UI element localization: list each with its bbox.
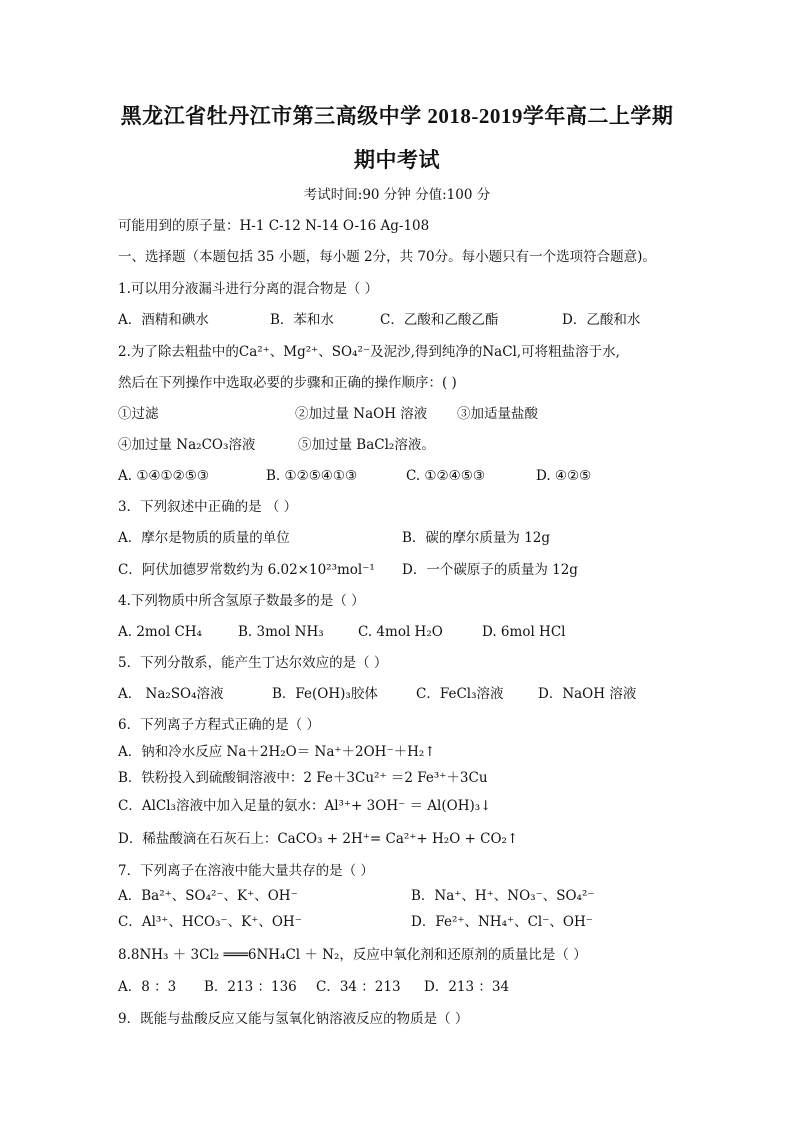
operation-5: ⑤加过量 BaCl₂溶液。 (298, 437, 435, 453)
question-9-stem: 9．既能与盐酸反应又能与氢氧化钠溶液反应的物质是（ ） (118, 1011, 469, 1027)
question-8-options (118, 978, 509, 996)
option-d: D．NaOH 溶液 (538, 686, 637, 702)
option-c: C．乙酸和乙酸乙酯 (380, 312, 499, 328)
question-6-option-c: C．AlCl₃溶液中加入足量的氨水：Al³⁺+ 3OH⁻ ＝ Al(OH)₃↓ (118, 798, 492, 814)
operation-2: ②加过量 NaOH 溶液 (295, 406, 428, 422)
option-b: B．碳的摩尔质量为 12g (402, 530, 551, 546)
question-2-stem-1: 2.为了除去粗盐中的Ca²⁺、Mg²⁺、SO₄²⁻及泥沙,得到纯净的NaCl,可将粗盐溶于水, (118, 344, 620, 360)
operation-4: ④加过量 Na₂CO₃溶液 (118, 437, 256, 453)
option-b: B．苯和水 (270, 312, 334, 328)
question-6-option-b: B．铁粉投入到硫酸铜溶液中：2 Fe＋3Cu²⁺ ＝2 Fe³⁺＋3Cu (118, 770, 488, 786)
question-8-stem: 8.8NH₃ ＋ 3Cl₂ ═══6NH₄Cl ＋ N₂，反应中氧化剂和还原剂的质量比是（ ） (118, 947, 587, 963)
question-1-options (118, 311, 640, 329)
option-c: C. 4mol H₂O (358, 624, 443, 640)
question-2-stem-2: 然后在下列操作中选取必要的步骤和正确的操作顺序：( ) (118, 375, 457, 391)
option-d: D．Fe²⁺、NH₄⁺、Cl⁻、OH⁻ (411, 914, 593, 930)
question-2-operations-1 (118, 405, 538, 423)
option-b: B．Fe(OH)₃胶体 (272, 686, 378, 702)
question-4-options (118, 623, 565, 641)
exam-info: 考试时间:90 分钟 分值:100 分 (303, 187, 491, 203)
option-c: C．阿伏加德罗常数约为 6.02×10²³mol⁻¹ (118, 562, 375, 578)
question-6-option-a: A．钠和冷水反应 Na＋2H₂O＝ Na⁺＋2OH⁻＋H₂↑ (118, 744, 436, 760)
exam-title-line1: 黑龙江省牡丹江市第三高级中学 2018-2019学年高二上学期 (120, 104, 674, 128)
question-6-stem: 6．下列离子方程式正确的是（ ） (118, 717, 320, 733)
question-2-operations-2 (118, 436, 435, 454)
question-3-options-2 (118, 561, 578, 579)
question-7-options-1 (118, 887, 595, 905)
option-b: B．213 ：136 (204, 979, 297, 995)
operation-1: ①过滤 (118, 406, 159, 422)
option-d: D．一个碳原子的质量为 12g (402, 562, 578, 578)
option-a: A．摩尔是物质的质量的单位 (118, 530, 290, 546)
option-a: A. ①④①②⑤③ (118, 468, 209, 484)
option-a: A．Ba²⁺、SO₄²⁻、K⁺、OH⁻ (118, 888, 298, 904)
option-b: B．Na⁺、H⁺、NO₃⁻、SO₄²⁻ (411, 888, 595, 904)
option-d: D．213 ：34 (424, 979, 510, 995)
question-7-stem: 7．下列离子在溶液中能大量共存的是（ ） (118, 863, 374, 879)
option-a: A．酒精和碘水 (118, 312, 209, 328)
question-2-options (118, 467, 591, 485)
question-1-stem: 1.可以用分液漏斗进行分离的混合物是（ ） (118, 281, 379, 297)
question-5-stem: 5．下列分散系，能产生丁达尔效应的是（ ） (118, 655, 388, 671)
option-b: B. ①②⑤④①③ (266, 468, 358, 484)
question-6-option-d: D．稀盐酸滴在石灰石上：CaCO₃ + 2H⁺= Ca²⁺+ H₂O + CO₂↑ (118, 831, 519, 847)
option-a: A．8 ：3 (118, 979, 177, 995)
option-c: C．34 ：213 (316, 979, 401, 995)
atomic-masses: 可能用到的原子量：H-1 C-12 N-14 O-16 Ag-108 (118, 218, 430, 234)
question-5-options (118, 685, 636, 703)
question-7-options-2 (118, 913, 593, 931)
option-a: A． Na₂SO₄溶液 (118, 686, 224, 702)
operation-3: ③加适量盐酸 (457, 406, 538, 422)
question-3-stem: 3．下列叙述中正确的是 （ ） (118, 499, 298, 515)
question-3-options-1 (118, 529, 550, 547)
option-d: D．乙酸和水 (562, 312, 641, 328)
option-d: D. 6mol HCl (482, 624, 566, 640)
exam-title-line2: 期中考试 (354, 148, 440, 172)
option-c: C．FeCl₃溶液 (416, 686, 504, 702)
option-a: A. 2mol CH₄ (118, 624, 202, 640)
option-c: C．Al³⁺、HCO₃⁻、K⁺、OH⁻ (118, 914, 302, 930)
option-c: C. ①②④⑤③ (406, 468, 485, 484)
question-4-stem: 4.下列物质中所含氢原子数最多的是（ ） (118, 593, 365, 609)
section-heading: 一、选择题（本题包括 35 小题，每小题 2分，共 70分。每小题只有一个选项符合题意)。 (118, 249, 656, 265)
option-b: B. 3mol NH₃ (238, 624, 324, 640)
option-d: D. ④②⑤ (536, 468, 592, 484)
